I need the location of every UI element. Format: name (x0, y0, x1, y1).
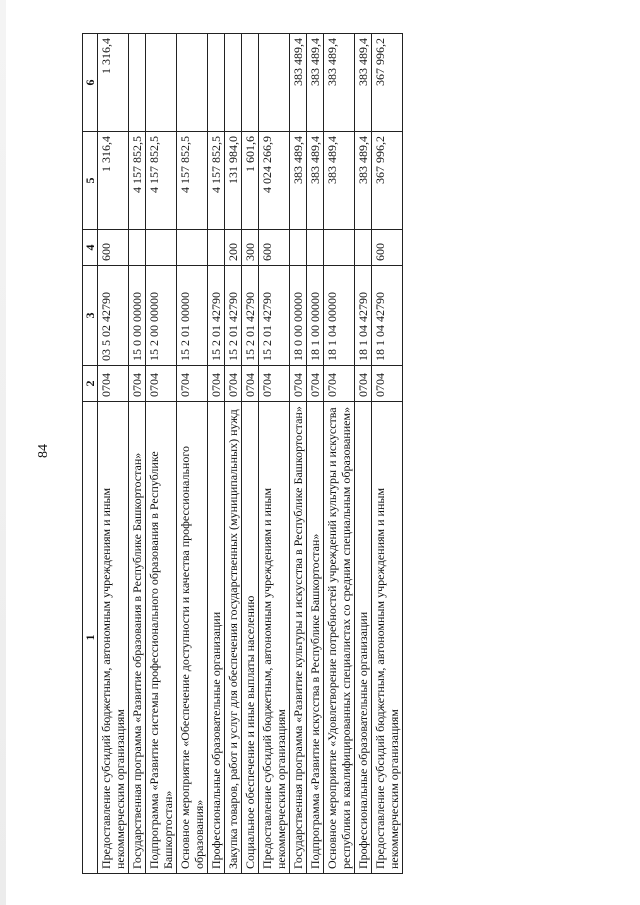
header-col-6: 6 (83, 34, 98, 132)
row-amount-year2 (129, 34, 146, 132)
header-col-4: 4 (83, 230, 98, 266)
row-amount-year2: 383 489,4 (324, 34, 355, 132)
row-target-code: 18 0 00 00000 (290, 266, 307, 366)
row-target-code: 15 2 01 42790 (242, 266, 259, 366)
row-amount-year2: 383 489,4 (290, 34, 307, 132)
row-target-code: 18 1 04 00000 (324, 266, 355, 366)
row-name-cell: Социальное обеспечение и иные выплаты населению (242, 402, 259, 874)
table-row (146, 34, 177, 874)
row-expense-type: 600 (98, 230, 129, 266)
row-amount-year1: 4 157 852,5 (129, 132, 146, 230)
row-expense-type (177, 230, 208, 266)
table-row (208, 34, 225, 874)
row-amount-year2: 383 489,4 (355, 34, 372, 132)
row-section-code: 0704 (208, 366, 225, 402)
row-section-code: 0704 (225, 366, 242, 402)
row-section-code: 0704 (290, 366, 307, 402)
row-amount-year1: 367 996,2 (372, 132, 403, 230)
row-amount-year2 (259, 34, 290, 132)
row-amount-year2: 1 316,4 (98, 34, 129, 132)
table-row (307, 34, 324, 874)
row-target-code: 03 5 02 42790 (98, 266, 129, 366)
row-section-code: 0704 (307, 366, 324, 402)
row-expense-type (146, 230, 177, 266)
scan-edge (0, 0, 6, 905)
row-target-code: 18 1 04 42790 (355, 266, 372, 366)
row-amount-year1: 383 489,4 (355, 132, 372, 230)
row-section-code: 0704 (177, 366, 208, 402)
row-section-code: 0704 (324, 366, 355, 402)
row-target-code: 15 0 00 00000 (129, 266, 146, 366)
row-name-cell: Основное мероприятие «Обеспечение доступности и качества профессионального образования» (177, 402, 208, 874)
row-amount-year1: 4 024 266,9 (259, 132, 290, 230)
row-amount-year2 (225, 34, 242, 132)
row-target-code: 15 2 01 42790 (259, 266, 290, 366)
row-name-cell: Предоставление субсидий бюджетным, автономным учреждениям и иным некоммерческим организациям (98, 402, 129, 874)
row-amount-year2: 367 996,2 (372, 34, 403, 132)
table-row (259, 34, 290, 874)
row-name-cell: Государственная программа «Развитие образования в Республике Башкортостан» (129, 402, 146, 874)
row-name-cell: Предоставление субсидий бюджетным, автономным учреждениям и иным некоммерческим организациям (372, 402, 403, 874)
row-section-code: 0704 (242, 366, 259, 402)
row-name-cell: Профессиональные образовательные организации (355, 402, 372, 874)
table-row (355, 34, 372, 874)
row-expense-type: 600 (372, 230, 403, 266)
row-target-code: 18 1 00 00000 (307, 266, 324, 366)
row-amount-year1: 1 601,6 (242, 132, 259, 230)
row-expense-type (129, 230, 146, 266)
row-amount-year2 (208, 34, 225, 132)
header-col-3: 3 (83, 266, 98, 366)
row-section-code: 0704 (259, 366, 290, 402)
table-row (372, 34, 403, 874)
header-col-2: 2 (83, 366, 98, 402)
row-target-code: 18 1 04 42790 (372, 266, 403, 366)
row-target-code: 15 2 01 42790 (208, 266, 225, 366)
row-section-code: 0704 (146, 366, 177, 402)
row-expense-type (355, 230, 372, 266)
row-name-cell: Подпрограмма «Развитие системы профессионального образования в Республике Башкортостан» (146, 402, 177, 874)
row-target-code: 15 2 01 42790 (225, 266, 242, 366)
row-expense-type: 600 (259, 230, 290, 266)
table-row (324, 34, 355, 874)
row-name-cell: Основное мероприятие «Удовлетворение потребностей учреждений культуры и искусства республики в квалифицированных специалистах со средним специальным образованием» (324, 402, 355, 874)
table-row (177, 34, 208, 874)
row-section-code: 0704 (98, 366, 129, 402)
row-name-cell: Предоставление субсидий бюджетным, автономным учреждениям и иным некоммерческим организациям (259, 402, 290, 874)
page-number: 84 (36, 444, 51, 458)
row-name-cell: Государственная программа «Развитие культуры и искусства в Республике Башкортостан» (290, 402, 307, 874)
budget-table (82, 33, 403, 874)
row-expense-type (290, 230, 307, 266)
row-section-code: 0704 (372, 366, 403, 402)
row-name-cell: Закупка товаров, работ и услуг для обеспечения государственных (муниципальных) нужд (225, 402, 242, 874)
row-name-cell: Профессиональные образовательные организации (208, 402, 225, 874)
row-amount-year1: 383 489,4 (324, 132, 355, 230)
row-amount-year1: 383 489,4 (307, 132, 324, 230)
row-amount-year2 (242, 34, 259, 132)
row-name-cell: Подпрограмма «Развитие искусства в Республике Башкортостан» (307, 402, 324, 874)
row-target-code: 15 2 01 00000 (177, 266, 208, 366)
table-row (98, 34, 129, 874)
table-row (242, 34, 259, 874)
row-amount-year1: 1 316,4 (98, 132, 129, 230)
row-expense-type (307, 230, 324, 266)
row-section-code: 0704 (129, 366, 146, 402)
rotated-table-content (82, 34, 622, 874)
row-amount-year1: 4 157 852,5 (146, 132, 177, 230)
table-row (129, 34, 146, 874)
row-target-code: 15 2 00 00000 (146, 266, 177, 366)
row-amount-year1: 383 489,4 (290, 132, 307, 230)
table-header-row (83, 34, 98, 874)
row-section-code: 0704 (355, 366, 372, 402)
table-row (225, 34, 242, 874)
row-expense-type: 300 (242, 230, 259, 266)
row-amount-year1: 4 157 852,5 (208, 132, 225, 230)
rotated-table-frame (82, 34, 622, 874)
header-col-1: 1 (83, 402, 98, 874)
table-row (290, 34, 307, 874)
header-col-5: 5 (83, 132, 98, 230)
row-expense-type (208, 230, 225, 266)
row-amount-year2 (177, 34, 208, 132)
row-amount-year1: 4 157 852,5 (177, 132, 208, 230)
row-expense-type: 200 (225, 230, 242, 266)
row-amount-year2: 383 489,4 (307, 34, 324, 132)
row-amount-year2 (146, 34, 177, 132)
row-amount-year1: 131 984,0 (225, 132, 242, 230)
row-expense-type (324, 230, 355, 266)
